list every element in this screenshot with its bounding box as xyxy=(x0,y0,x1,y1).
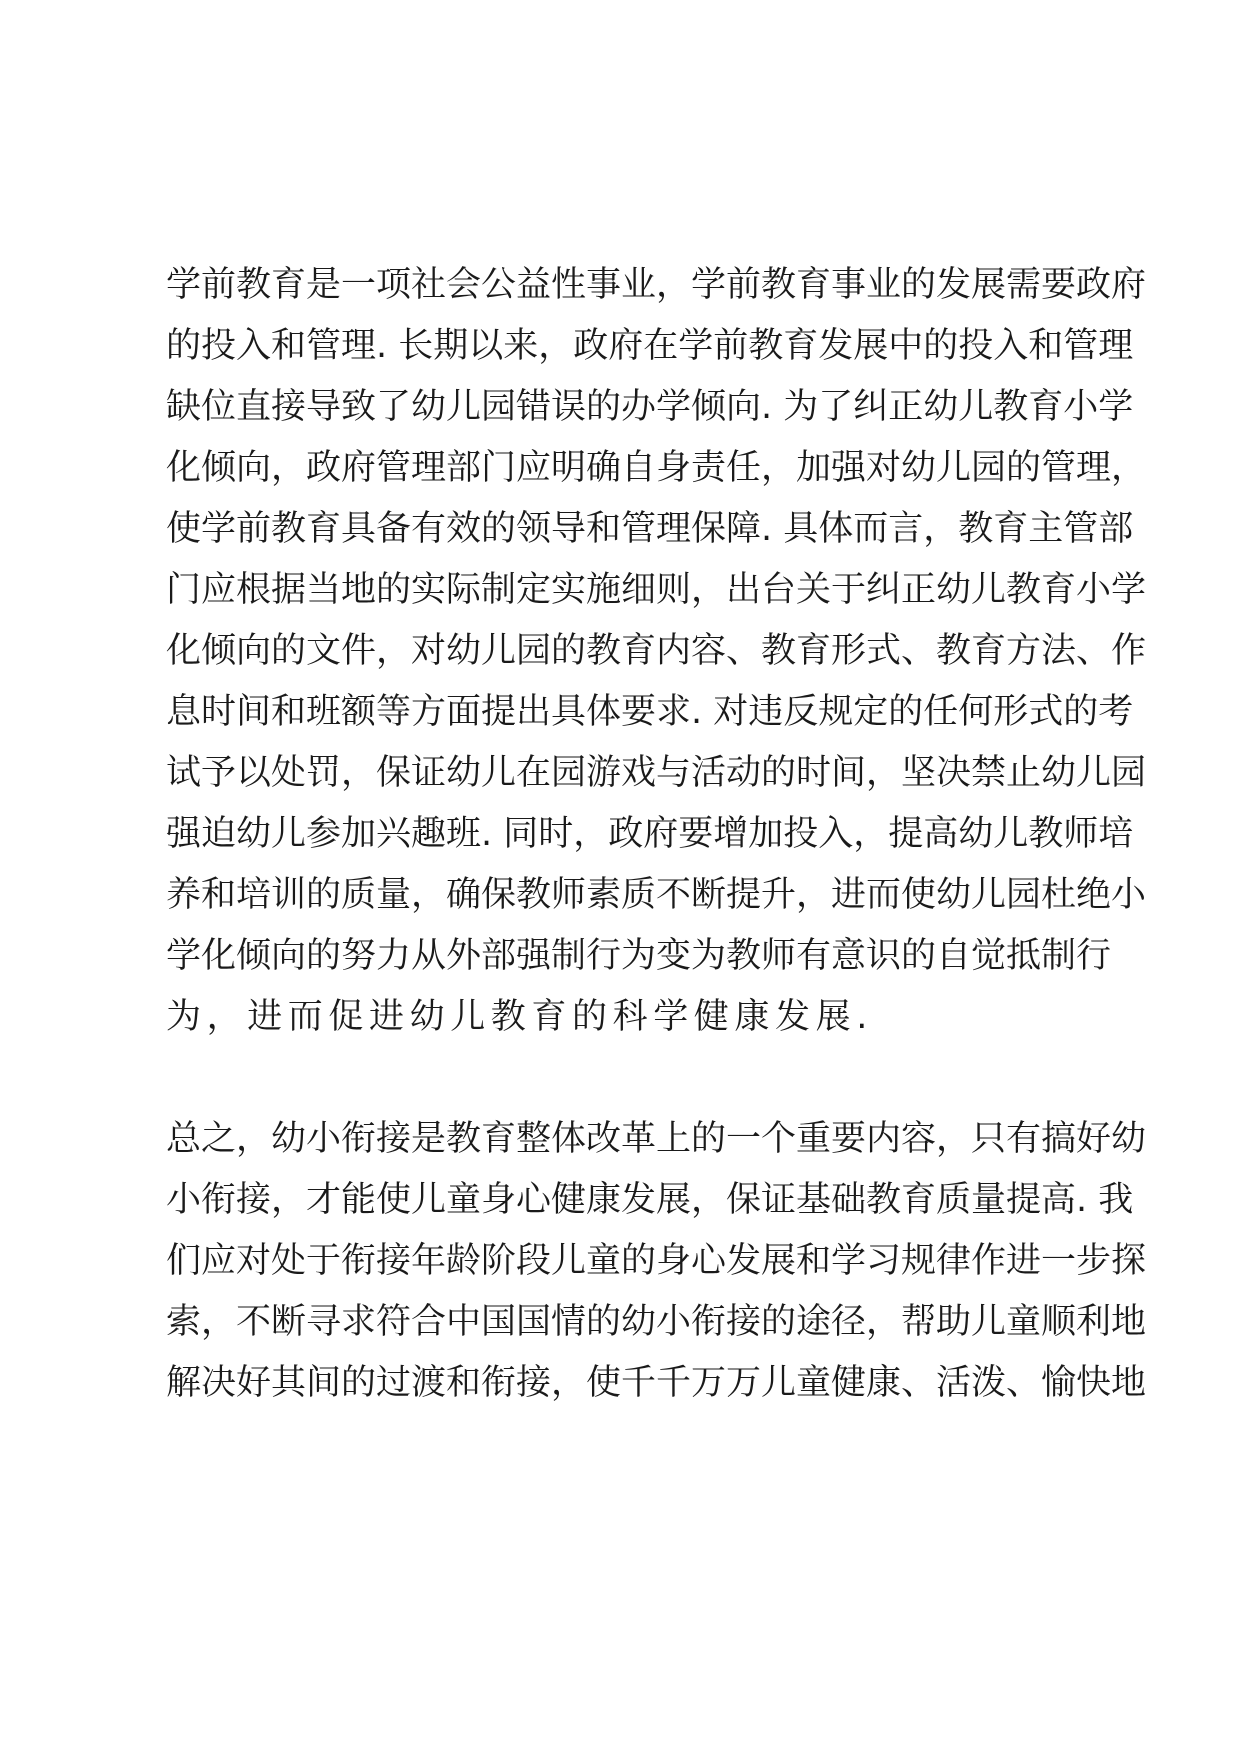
paragraph-line: 门应根据当地的实际制定实施细则，出台关于纠正幼儿教育小学 xyxy=(166,570,1147,610)
paragraph-line: 养和培训的质量，确保教师素质不断提升，进而使幼儿园杜绝小 xyxy=(166,875,1147,915)
paragraph-line: 小衔接，才能使儿童身心健康发展，保证基础教育质量提高. 我 xyxy=(166,1180,1134,1220)
paragraph-line: 们应对处于衔接年龄阶段儿童的身心发展和学习规律作进一步探 xyxy=(166,1241,1147,1281)
paragraph-line: 试予以处罚，保证幼儿在园游戏与活动的时间，坚决禁止幼儿园 xyxy=(166,753,1147,793)
paragraph-line: 索，不断寻求符合中国国情的幼小衔接的途径，帮助儿童顺利地 xyxy=(166,1302,1147,1342)
paragraph-line: 使学前教育具备有效的领导和管理保障. 具体而言，教育主管部 xyxy=(166,509,1134,549)
paragraph-line: 学化倾向的努力从外部强制行为变为教师有意识的自觉抵制行 xyxy=(166,936,1112,976)
paragraph-line: 化倾向的文件，对幼儿园的教育内容、教育形式、教育方法、作 xyxy=(166,631,1147,671)
paragraph-line: 化倾向，政府管理部门应明确自身责任，加强对幼儿园的管理， xyxy=(166,448,1147,488)
paragraph-line: 总之，幼小衔接是教育整体改革上的一个重要内容，只有搞好幼 xyxy=(166,1119,1147,1159)
paragraph-line: 学前教育是一项社会公益性事业，学前教育事业的发展需要政府 xyxy=(166,265,1147,305)
paragraph-line: 强迫幼儿参加兴趣班. 同时，政府要增加投入，提高幼儿教师培 xyxy=(166,814,1134,854)
paragraph-line: 解决好其间的过渡和衔接，使千千万万儿童健康、活泼、愉快地 xyxy=(166,1363,1147,1403)
paragraph-line: 为，进而促进幼儿教育的科学健康发展. xyxy=(166,997,873,1037)
paragraph-line: 缺位直接导致了幼儿园错误的办学倾向. 为了纠正幼儿教育小学 xyxy=(166,387,1134,427)
paragraph-line: 息时间和班额等方面提出具体要求. 对违反规定的任何形式的考 xyxy=(166,692,1134,732)
paragraph-line: 的投入和管理. 长期以来，政府在学前教育发展中的投入和管理 xyxy=(166,326,1134,366)
